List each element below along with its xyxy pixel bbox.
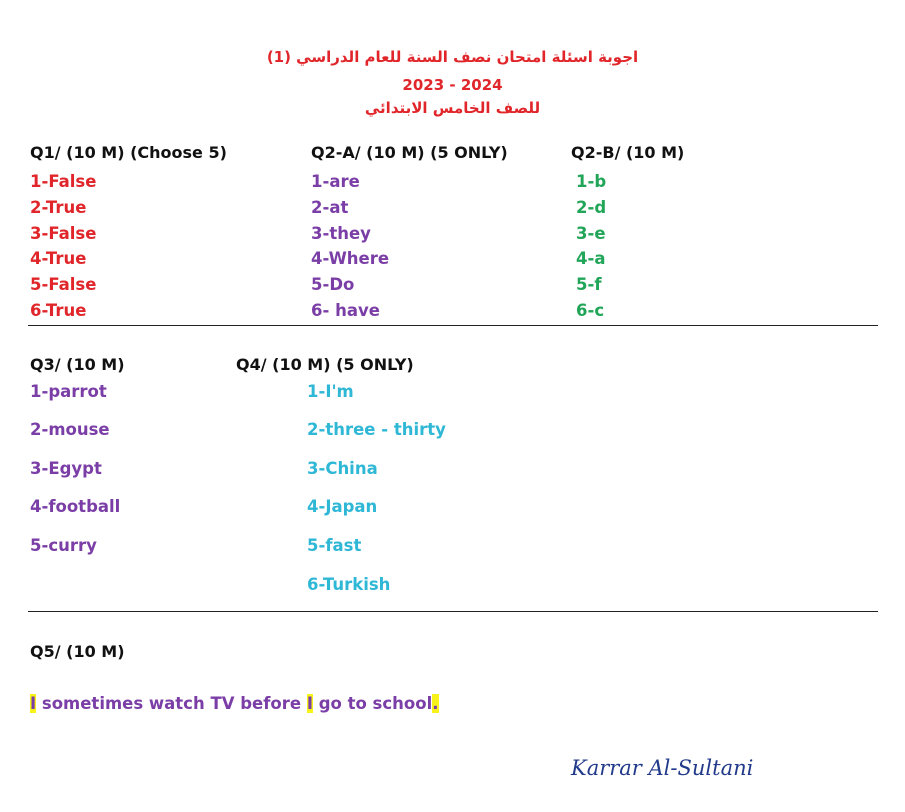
q3-answer: 2-mouse — [30, 420, 110, 439]
q2b-answer: 2-d — [576, 198, 607, 217]
q4-title: Q4/ (10 M) (5 ONLY) — [236, 355, 414, 374]
q3-answer: 5-curry — [30, 536, 97, 555]
q2b-title: Q2-B/ (10 M) — [571, 143, 685, 162]
q3-answer: 3-Egypt — [30, 459, 102, 478]
q2a-answer: 6- have — [311, 301, 380, 320]
q2a-answer: 3-they — [311, 224, 371, 243]
q2a-answer: 5-Do — [311, 275, 355, 294]
divider-line — [28, 611, 878, 612]
highlighted-word: I — [30, 694, 37, 713]
q1-answer: 4-True — [30, 249, 87, 268]
q2b-answer: 3-e — [576, 224, 606, 243]
header-title-line1: اجوبة اسئلة امتحان نصف السنة للعام الدراسي (1) — [266, 48, 639, 66]
q2b-answer: 6-c — [576, 301, 605, 320]
q2a-answer: 2-at — [311, 198, 349, 217]
highlighted-word: I — [306, 694, 313, 713]
q4-answer: 2-three - thirty — [307, 420, 446, 439]
q1-answer: 3-False — [30, 224, 97, 243]
sentence-text: go to school — [312, 694, 433, 713]
q1-answer: 5-False — [30, 275, 97, 294]
q4-answer: 5-fast — [307, 536, 362, 555]
q4-answer: 4-Japan — [307, 497, 378, 516]
q3-title: Q3/ (10 M) — [30, 355, 125, 374]
header-year: 2023 - 2024 — [402, 76, 503, 94]
q5-title: Q5/ (10 M) — [30, 642, 125, 661]
q4-answer: 1-I'm — [307, 382, 354, 401]
highlighted-period: . — [432, 694, 439, 713]
q2b-answer: 1-b — [576, 172, 607, 191]
q2a-answer: 4-Where — [311, 249, 390, 268]
q2b-answer: 5-f — [576, 275, 602, 294]
q1-title: Q1/ (10 M) (Choose 5) — [30, 143, 227, 162]
header-grade: للصف الخامس الابتدائي — [364, 99, 541, 117]
author-signature: Karrar Al-Sultani — [571, 756, 754, 780]
q2b-answer: 4-a — [576, 249, 606, 268]
q1-answer: 2-True — [30, 198, 87, 217]
q4-answer: 3-China — [307, 459, 378, 478]
q3-answer: 1-parrot — [30, 382, 107, 401]
q1-answer: 6-True — [30, 301, 87, 320]
q5-sentence — [30, 694, 439, 713]
q4-answer: 6-Turkish — [307, 575, 391, 594]
q1-answer: 1-False — [30, 172, 97, 191]
q3-answer: 4-football — [30, 497, 121, 516]
divider-line — [28, 325, 878, 326]
sentence-text: sometimes watch TV before — [36, 694, 307, 713]
q2a-answer: 1-are — [311, 172, 360, 191]
q2a-title: Q2-A/ (10 M) (5 ONLY) — [311, 143, 508, 162]
